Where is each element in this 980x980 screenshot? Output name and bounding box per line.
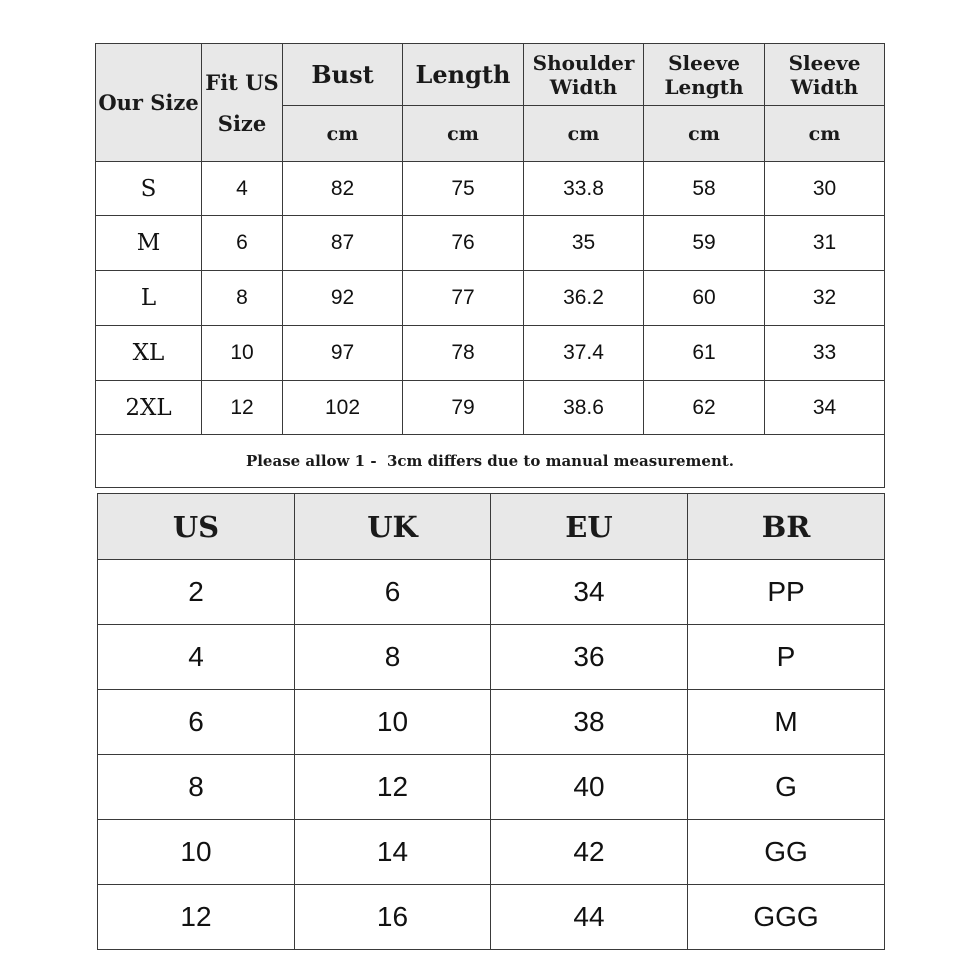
cell-sleeve-length: 61	[644, 326, 765, 381]
cell-fit-us: 12	[202, 381, 283, 435]
cell-uk: 10	[295, 690, 491, 755]
cell-br: G	[688, 755, 885, 820]
cell-length: 75	[403, 162, 524, 216]
table-row	[96, 271, 885, 326]
header-sleeve-width-line2: Width	[790, 74, 859, 99]
cell-shoulder: 33.8	[524, 162, 644, 216]
header-fit-size-label: Size	[217, 110, 267, 136]
header-uk: UK	[295, 494, 491, 560]
cell-shoulder: 35	[524, 216, 644, 271]
cell-fit-us: 4	[202, 162, 283, 216]
cell-us: 4	[98, 625, 295, 690]
cell-uk: 8	[295, 625, 491, 690]
unit-sleeve-width: cm	[765, 106, 885, 162]
cell-br: PP	[688, 560, 885, 625]
header-sleeve-width-line1: Sleeve	[788, 50, 861, 75]
cell-sleeve-width: 30	[765, 162, 885, 216]
cell-br: GGG	[688, 885, 885, 950]
cell-uk: 12	[295, 755, 491, 820]
unit-shoulder: cm	[524, 106, 644, 162]
table-row	[98, 820, 885, 885]
conversion-header-row	[98, 494, 885, 560]
cell-bust: 102	[283, 381, 403, 435]
cell-size: 2XL	[96, 381, 202, 435]
header-shoulder-line2: Width	[549, 74, 618, 99]
header-fit-us-size	[202, 44, 283, 162]
header-bust: Bust	[283, 44, 403, 106]
table-row	[98, 690, 885, 755]
cell-size: L	[96, 271, 202, 326]
cell-uk: 6	[295, 560, 491, 625]
cell-eu: 34	[491, 560, 688, 625]
header-us: US	[98, 494, 295, 560]
cell-shoulder: 36.2	[524, 271, 644, 326]
size-chart-table	[95, 43, 885, 488]
cell-sleeve-length: 60	[644, 271, 765, 326]
measurement-note: Please allow 1 - 3cm differs due to manual measurement.	[96, 435, 885, 488]
cell-eu: 44	[491, 885, 688, 950]
header-sleeve-length	[644, 44, 765, 106]
table-row	[96, 381, 885, 435]
cell-sleeve-width: 33	[765, 326, 885, 381]
cell-length: 79	[403, 381, 524, 435]
cell-size: M	[96, 216, 202, 271]
cell-us: 2	[98, 560, 295, 625]
table-row	[98, 625, 885, 690]
cell-br: P	[688, 625, 885, 690]
header-eu: EU	[491, 494, 688, 560]
table-row	[98, 560, 885, 625]
cell-shoulder: 38.6	[524, 381, 644, 435]
table-row	[98, 755, 885, 820]
header-length: Length	[403, 44, 524, 106]
cell-fit-us: 10	[202, 326, 283, 381]
table-row	[96, 216, 885, 271]
cell-br: M	[688, 690, 885, 755]
cell-br: GG	[688, 820, 885, 885]
note-row	[96, 435, 885, 488]
cell-uk: 14	[295, 820, 491, 885]
cell-bust: 92	[283, 271, 403, 326]
cell-fit-us: 6	[202, 216, 283, 271]
unit-bust: cm	[283, 106, 403, 162]
header-shoulder-width	[524, 44, 644, 106]
cell-fit-us: 8	[202, 271, 283, 326]
cell-size: S	[96, 162, 202, 216]
header-sleeve-length-line1: Sleeve	[668, 50, 740, 75]
cell-size: XL	[96, 326, 202, 381]
cell-sleeve-width: 32	[765, 271, 885, 326]
unit-length: cm	[403, 106, 524, 162]
cell-sleeve-length: 59	[644, 216, 765, 271]
table-row	[96, 162, 885, 216]
cell-eu: 42	[491, 820, 688, 885]
cell-shoulder: 37.4	[524, 326, 644, 381]
cell-bust: 97	[283, 326, 403, 381]
header-fit-us-label: Fit US	[205, 69, 279, 95]
cell-length: 77	[403, 271, 524, 326]
table-row	[96, 326, 885, 381]
header-br: BR	[688, 494, 885, 560]
cell-us: 10	[98, 820, 295, 885]
cell-uk: 16	[295, 885, 491, 950]
size-conversion-table	[97, 493, 885, 950]
cell-us: 8	[98, 755, 295, 820]
cell-eu: 40	[491, 755, 688, 820]
unit-sleeve-length: cm	[644, 106, 765, 162]
header-shoulder-line1: Shoulder	[532, 50, 635, 75]
cell-us: 6	[98, 690, 295, 755]
cell-bust: 87	[283, 216, 403, 271]
cell-bust: 82	[283, 162, 403, 216]
size-chart-header-row	[96, 44, 885, 106]
cell-sleeve-width: 31	[765, 216, 885, 271]
cell-eu: 38	[491, 690, 688, 755]
cell-sleeve-length: 58	[644, 162, 765, 216]
header-sleeve-length-line2: Length	[664, 74, 744, 99]
cell-sleeve-width: 34	[765, 381, 885, 435]
header-sleeve-width	[765, 44, 885, 106]
cell-us: 12	[98, 885, 295, 950]
cell-eu: 36	[491, 625, 688, 690]
header-our-size: Our Size	[96, 44, 202, 162]
cell-length: 76	[403, 216, 524, 271]
table-row	[98, 885, 885, 950]
cell-sleeve-length: 62	[644, 381, 765, 435]
cell-length: 78	[403, 326, 524, 381]
